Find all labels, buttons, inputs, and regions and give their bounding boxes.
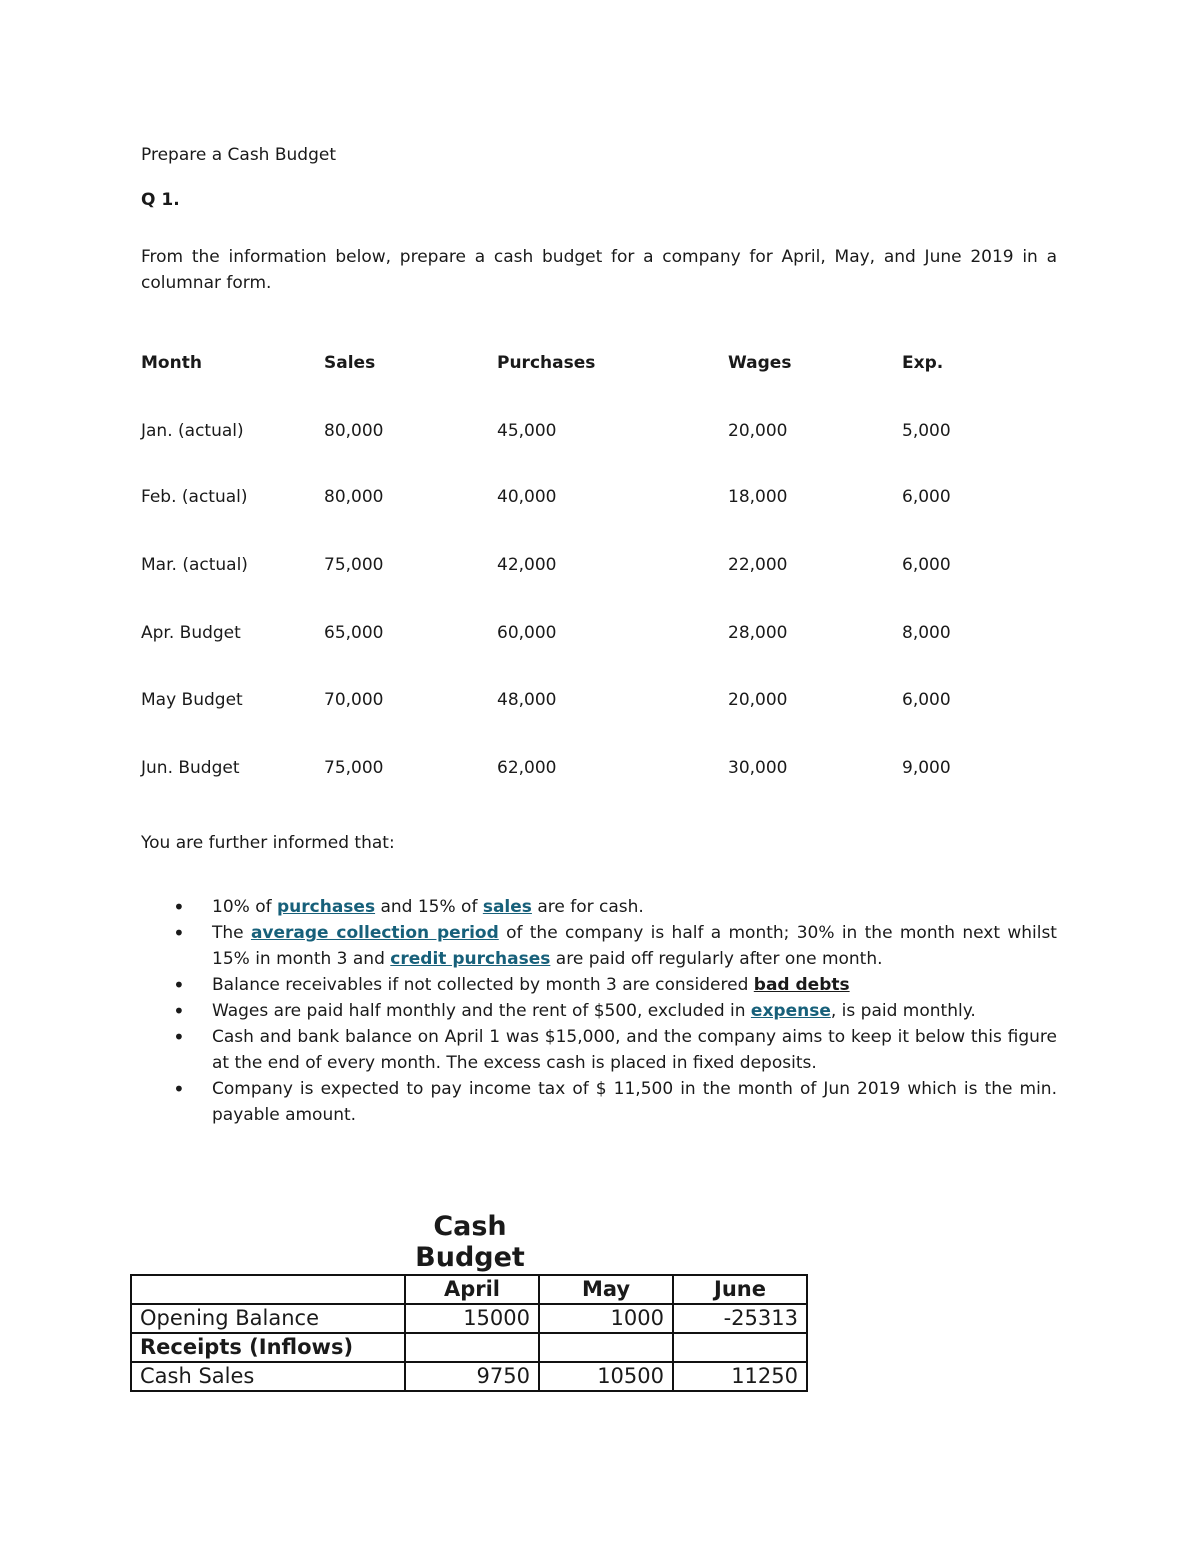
cash-sales-june: 11250 — [673, 1362, 807, 1391]
purchases-link[interactable]: purchases — [276, 897, 376, 917]
row-exp: 5,000 — [902, 421, 951, 441]
row-purchases: 48,000 — [497, 690, 557, 710]
table-row — [131, 1362, 807, 1391]
row-wages: 22,000 — [728, 555, 788, 575]
table-row — [131, 1333, 807, 1362]
doc-title: Prepare a Cash Budget — [141, 145, 337, 165]
cash-sales-april: 9750 — [405, 1362, 539, 1391]
bullet-text: , is paid monthly. — [830, 1001, 976, 1021]
cash-budget-title-line2: Budget — [415, 1242, 525, 1273]
row-wages: 20,000 — [728, 421, 788, 441]
row-month: May Budget — [141, 690, 243, 710]
average-collection-period-link[interactable]: average collection period — [250, 923, 499, 943]
list-item — [141, 998, 1057, 1024]
column-june: June — [673, 1275, 807, 1304]
list-item — [141, 972, 1057, 998]
list-item — [141, 1024, 1057, 1076]
row-sales: 80,000 — [324, 421, 384, 441]
bullet-text: and 15% of — [375, 897, 483, 917]
header-month: Month — [141, 353, 202, 373]
row-exp: 6,000 — [902, 690, 951, 710]
credit-purchases-link[interactable]: credit purchases — [390, 949, 551, 969]
row-wages: 18,000 — [728, 487, 788, 507]
cash-budget-table — [130, 1274, 808, 1392]
cash-budget-title — [404, 1211, 536, 1273]
header-exp: Exp. — [902, 353, 944, 373]
bullet-text: The — [212, 923, 251, 943]
receipts-section-label: Receipts (Inflows) — [131, 1333, 405, 1362]
header-sales: Sales — [324, 353, 376, 373]
list-item — [141, 920, 1057, 972]
list-item — [141, 1076, 1057, 1128]
bad-debts-term: bad debts — [753, 975, 850, 995]
row-sales: 70,000 — [324, 690, 384, 710]
empty-cell — [539, 1333, 673, 1362]
cash-sales-may: 10500 — [539, 1362, 673, 1391]
opening-balance-label: Opening Balance — [131, 1304, 405, 1333]
question-number: Q 1. — [141, 190, 180, 210]
row-month: Jun. Budget — [141, 758, 240, 778]
row-exp: 8,000 — [902, 623, 951, 643]
expense-link[interactable]: expense — [750, 1001, 831, 1021]
column-may: May — [539, 1275, 673, 1304]
header-blank-cell — [131, 1275, 405, 1304]
row-exp: 6,000 — [902, 555, 951, 575]
row-wages: 28,000 — [728, 623, 788, 643]
bullet-text: Wages are paid half monthly and the rent of $500, excluded in — [212, 1001, 751, 1021]
row-sales: 75,000 — [324, 758, 384, 778]
cash-budget-header — [131, 1275, 807, 1304]
row-month: Jan. (actual) — [141, 421, 244, 441]
bullet-text: 10% of — [212, 897, 277, 917]
conditions-list — [141, 894, 1057, 1128]
further-intro: You are further informed that: — [141, 833, 395, 853]
bullet-text: Cash and bank balance on April 1 was $15,000, and the company aims to keep it below this figure at the end of every month. The excess cash is placed in fixed deposits. — [212, 1027, 1057, 1073]
row-exp: 6,000 — [902, 487, 951, 507]
table-row — [131, 1304, 807, 1333]
bullet-text: Balance receivables if not collected by month 3 are considered — [212, 975, 754, 995]
empty-cell — [673, 1333, 807, 1362]
row-purchases: 45,000 — [497, 421, 557, 441]
bullet-text: of the company is half a month; 30% in the month next whilst 15% in month 3 and — [212, 923, 1057, 969]
row-purchases: 62,000 — [497, 758, 557, 778]
instructions: From the information below, prepare a cash budget for a company for April, May, and June 2019 in a columnar form. — [141, 247, 1057, 293]
opening-may: 1000 — [539, 1304, 673, 1333]
row-month: Apr. Budget — [141, 623, 241, 643]
bullet-text: are paid off regularly after one month. — [550, 949, 883, 969]
row-wages: 20,000 — [728, 690, 788, 710]
opening-april: 15000 — [405, 1304, 539, 1333]
row-purchases: 60,000 — [497, 623, 557, 643]
column-april: April — [405, 1275, 539, 1304]
row-month: Mar. (actual) — [141, 555, 248, 575]
row-month: Feb. (actual) — [141, 487, 248, 507]
opening-june: -25313 — [673, 1304, 807, 1333]
header-wages: Wages — [728, 353, 792, 373]
bullet-text: are for cash. — [531, 897, 644, 917]
row-sales: 80,000 — [324, 487, 384, 507]
row-sales: 75,000 — [324, 555, 384, 575]
cash-sales-label: Cash Sales — [131, 1362, 405, 1391]
list-item — [141, 894, 1057, 920]
empty-cell — [405, 1333, 539, 1362]
cash-budget-title-line1: Cash — [433, 1211, 507, 1242]
row-sales: 65,000 — [324, 623, 384, 643]
row-wages: 30,000 — [728, 758, 788, 778]
row-exp: 9,000 — [902, 758, 951, 778]
header-purchases: Purchases — [497, 353, 596, 373]
bullet-text: Company is expected to pay income tax of $ 11,500 in the month of Jun 2019 which is the min. payable amount. — [212, 1079, 1057, 1125]
sales-link[interactable]: sales — [482, 897, 532, 917]
row-purchases: 40,000 — [497, 487, 557, 507]
row-purchases: 42,000 — [497, 555, 557, 575]
